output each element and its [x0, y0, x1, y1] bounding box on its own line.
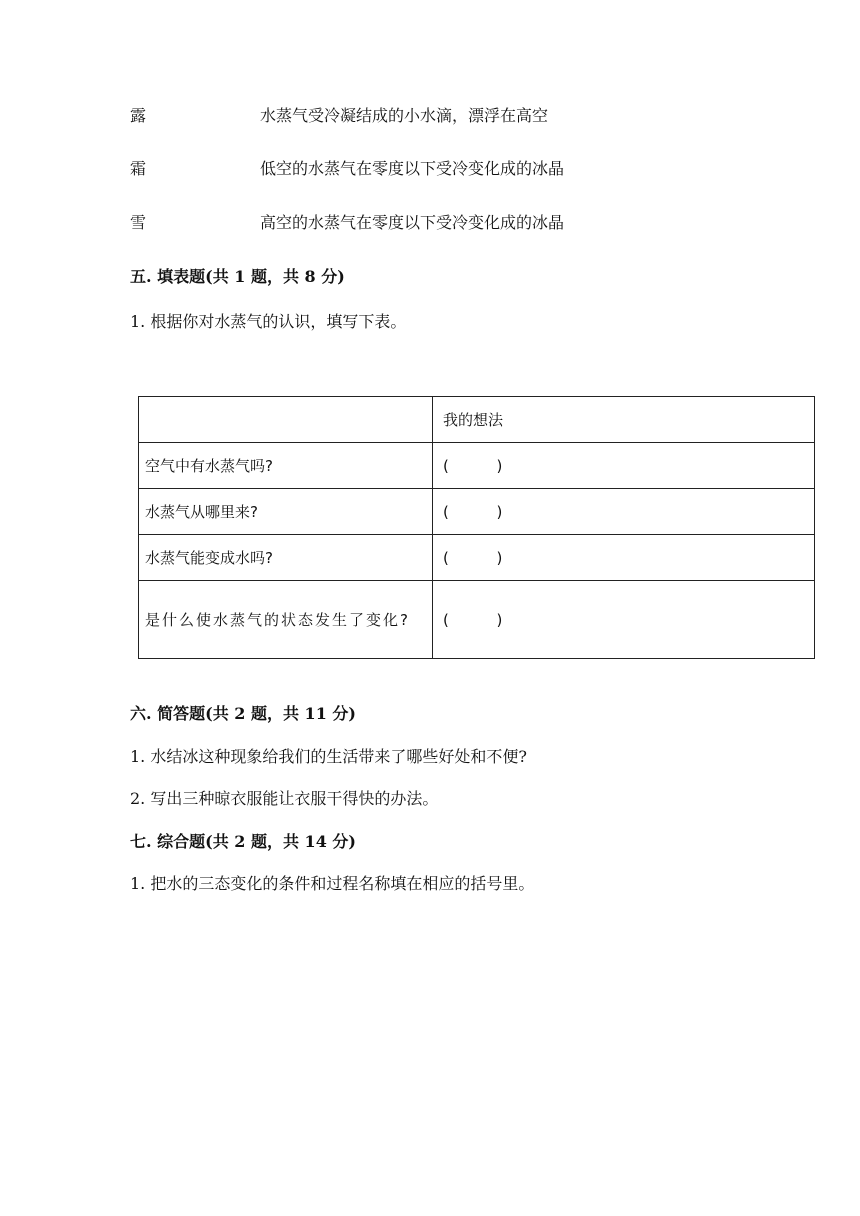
section7-question-1: 1. 把水的三态变化的条件和过程名称填在相应的括号里。: [130, 874, 535, 893]
section6-question-1: 1. 水结冰这种现象给我们的生活带来了哪些好处和不便?: [130, 747, 527, 766]
section5-question: 1. 根据你对水蒸气的认识，填写下表。: [130, 312, 407, 331]
answer-brackets: ( ): [443, 456, 503, 475]
section7-heading: 七. 综合题(共 2 题，共 14 分): [130, 832, 356, 851]
section6-heading: 六. 简答题(共 2 题，共 11 分): [130, 704, 356, 723]
table-question: 空气中有水蒸气吗?: [139, 443, 433, 489]
answer-brackets: ( ): [443, 502, 503, 521]
answer-blank[interactable]: [433, 535, 815, 581]
table-header-my-thoughts: 我的想法: [433, 397, 815, 443]
table-row: [139, 535, 815, 581]
answer-brackets: ( ): [443, 610, 503, 629]
matching-term: 霜: [130, 159, 147, 178]
table-question: 水蒸气能变成水吗?: [139, 535, 433, 581]
table-question: 是什么使水蒸气的状态发生了变化?: [139, 581, 433, 659]
table-row: [139, 443, 815, 489]
matching-description: 低空的水蒸气在零度以下受冷变化成的冰晶: [260, 159, 565, 178]
matching-term: 露: [130, 106, 147, 125]
answer-brackets: ( ): [443, 548, 503, 567]
answer-blank[interactable]: [433, 443, 815, 489]
table-header-row: [139, 397, 815, 443]
table-row: [139, 581, 815, 659]
section6-question-2: 2. 写出三种晾衣服能让衣服干得快的办法。: [130, 789, 439, 808]
matching-term: 雪: [130, 213, 147, 232]
answer-blank[interactable]: [433, 489, 815, 535]
table-question: 水蒸气从哪里来?: [139, 489, 433, 535]
matching-description: 高空的水蒸气在零度以下受冷变化成的冰晶: [260, 213, 565, 232]
table-row: [139, 489, 815, 535]
water-vapor-table: [138, 396, 815, 659]
table-header-empty: [139, 397, 433, 443]
matching-description: 水蒸气受冷凝结成的小水滴，漂浮在高空: [260, 106, 549, 125]
section5-heading: 五. 填表题(共 1 题，共 8 分): [130, 267, 345, 286]
answer-blank[interactable]: [433, 581, 815, 659]
